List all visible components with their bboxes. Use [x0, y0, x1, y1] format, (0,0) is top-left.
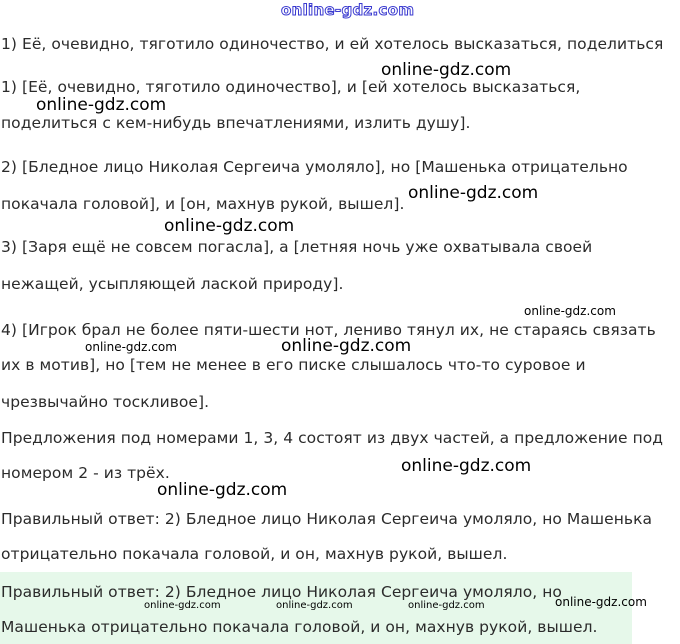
watermark: online-gdz.com [276, 600, 353, 611]
watermark: online-gdz.com [85, 340, 177, 354]
watermark: online-gdz.com [144, 600, 221, 611]
watermark: online-gdz.com [408, 183, 539, 203]
answer-highlight-text: Правильный ответ: 2) Бледное лицо Николая Сергеича умоляло, но [1, 583, 562, 601]
watermark-top: online-gdz.com [281, 1, 415, 19]
conclusion-text-cont: номером 2 - из трёх. [1, 464, 170, 482]
sentence-3-analysis: 3) [Заря ещё не совсем погасла], а [летняя ночь уже охватывала своей [1, 238, 593, 256]
watermark: online-gdz.com [555, 595, 647, 609]
watermark: online-gdz.com [408, 600, 485, 611]
conclusion-text: Предложения под номерами 1, 3, 4 состоят из двух частей, а предложение под [1, 429, 664, 447]
sentence-4-analysis: 4) [Игрок брал не более пяти-шести нот, лениво тянул их, не стараясь связать [1, 321, 656, 339]
watermark: online-gdz.com [401, 456, 532, 476]
watermark: online-gdz.com [164, 216, 295, 236]
answer-text: Правильный ответ: 2) Бледное лицо Николая Сергеича умоляло, но Машенька [1, 510, 653, 528]
sentence-4-analysis-end: чрезвычайно тоскливое]. [1, 393, 210, 411]
answer-highlight-text-cont: Машенька отрицательно покачала головой, и он, махнув рукой, вышел. [1, 618, 598, 636]
sentence-4-analysis-cont: их в мотив], но [тем не менее в его писке слышалось что-то суровое и [1, 356, 586, 374]
answer-text-cont: отрицательно покачала головой, и он, махнув рукой, вышел. [1, 545, 508, 563]
sentence-2-analysis-cont: покачала головой], и [он, махнув рукой, вышел]. [1, 195, 405, 213]
sentence-1-analysis: 1) [Её, очевидно, тяготило одиночество], и [ей хотелось высказаться, [1, 78, 581, 96]
sentence-2-analysis: 2) [Бледное лицо Николая Сергеича умоляло], но [Машенька отрицательно [1, 158, 628, 176]
watermark: online-gdz.com [281, 336, 412, 356]
watermark: online-gdz.com [157, 480, 288, 500]
sentence-3-analysis-cont: нежащей, усыпляющей лаской природу]. [1, 275, 344, 293]
sentence-1-text: 1) Её, очевидно, тяготило одиночество, и ей хотелось высказаться, поделиться [1, 35, 664, 53]
watermark: online-gdz.com [524, 304, 616, 318]
watermark: online-gdz.com [381, 60, 512, 80]
watermark: online-gdz.com [36, 95, 167, 115]
sentence-1-analysis-cont: поделиться с кем-нибудь впечатлениями, излить душу]. [1, 114, 471, 132]
